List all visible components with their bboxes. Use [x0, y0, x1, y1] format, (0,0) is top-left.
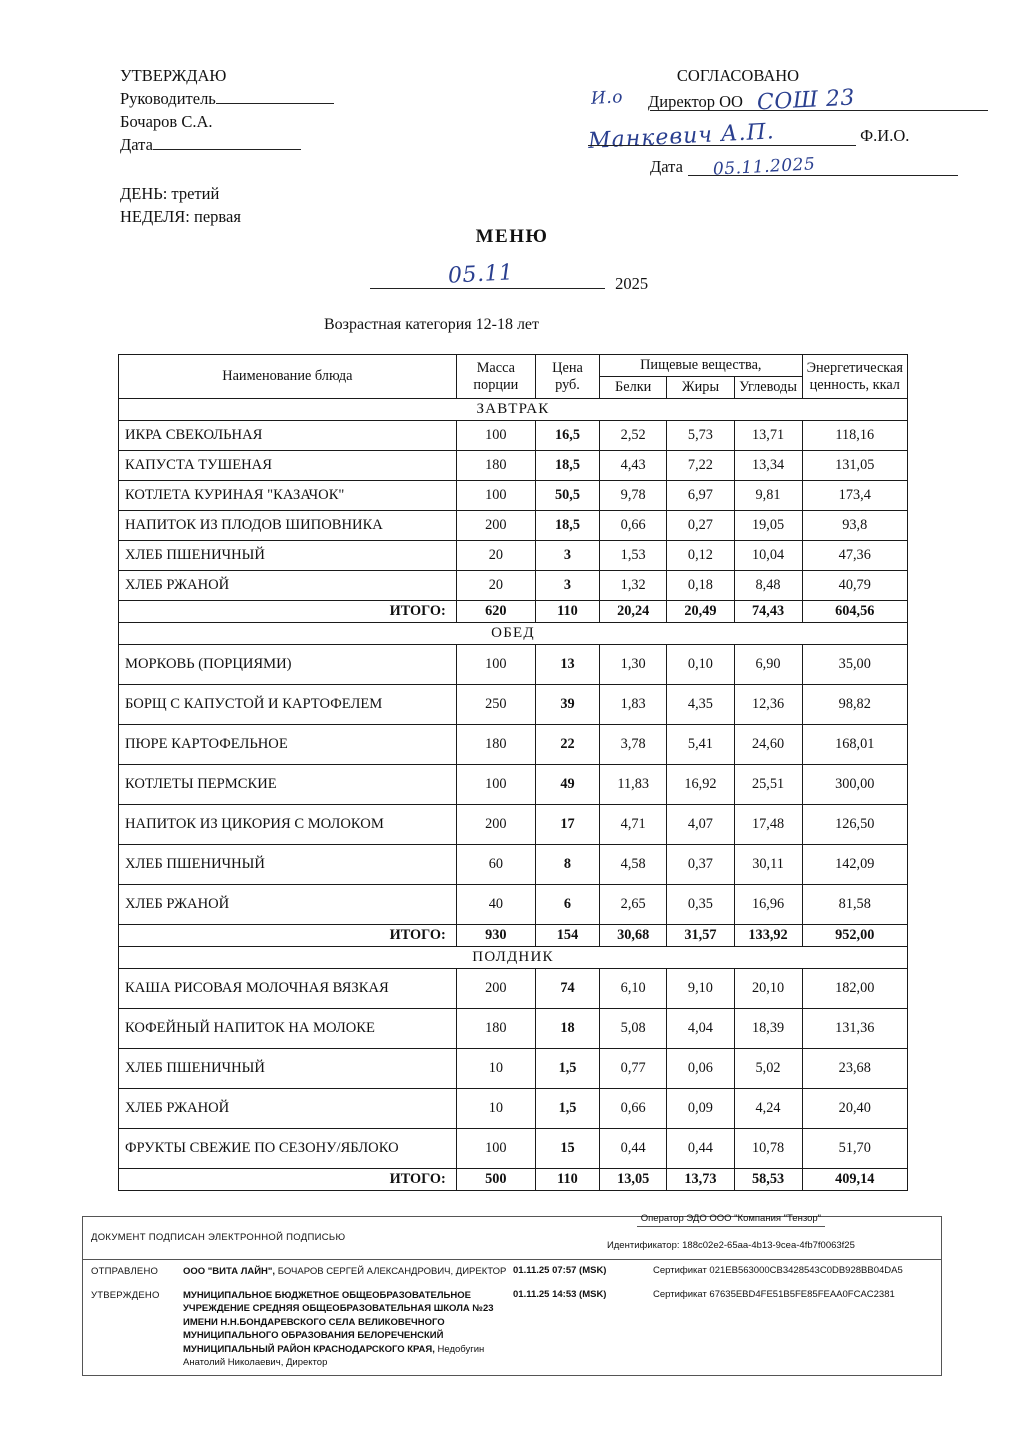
footer-operator-block [529, 1213, 933, 1253]
dish-name: НАПИТОК ИЗ ПЛОДОВ ШИПОВНИКА [119, 511, 457, 541]
dish-fats: 0,18 [667, 571, 734, 601]
dish-energy: 142,09 [802, 845, 907, 885]
total-label: ИТОГО: [119, 601, 457, 623]
operator-name: Оператор ЭДО ООО "Компания "Тензор" [637, 1211, 825, 1227]
dish-name: БОРЩ С КАПУСТОЙ И КАРТОФЕЛЕМ [119, 685, 457, 725]
dish-proteins: 4,43 [600, 451, 667, 481]
dish-fats: 5,73 [667, 421, 734, 451]
dish-name: ХЛЕБ РЖАНОЙ [119, 571, 457, 601]
col-price: Цена руб. [535, 355, 599, 399]
dish-price: 17 [535, 805, 599, 845]
dish-proteins: 4,71 [600, 805, 667, 845]
dish-name: ИКРА СВЕКОЛЬНАЯ [119, 421, 457, 451]
dish-mass: 60 [456, 845, 535, 885]
dish-mass: 180 [456, 725, 535, 765]
operator-identifier: Идентификатор: 188c02e2-65aa-4b13-9cea-4fb7f0063f25 [606, 1240, 855, 1251]
table-row [119, 571, 908, 601]
signature-org: ООО "ВИТА ЛАЙН", БОЧАРОВ СЕРГЕЙ АЛЕКСАНДРОВИЧ, ДИРЕКТОР [183, 1266, 507, 1277]
section-title: ОБЕД [119, 623, 908, 645]
dish-fats: 0,09 [667, 1089, 734, 1129]
page-title: МЕНЮ [475, 226, 549, 247]
approve-role-row [120, 87, 334, 110]
dish-mass: 20 [456, 571, 535, 601]
dish-price: 49 [535, 765, 599, 805]
dish-carbs: 10,04 [734, 541, 802, 571]
dish-proteins: 11,83 [600, 765, 667, 805]
dish-energy: 300,00 [802, 765, 907, 805]
week-label: НЕДЕЛЯ: первая [120, 207, 241, 226]
total-mass: 620 [456, 601, 535, 623]
dish-name: КОТЛЕТА КУРИНАЯ "КАЗАЧОК" [119, 481, 457, 511]
dish-name: МОРКОВЬ (ПОРЦИЯМИ) [119, 645, 457, 685]
dish-proteins: 4,58 [600, 845, 667, 885]
table-row [119, 1049, 908, 1089]
dish-price: 3 [535, 571, 599, 601]
dish-mass: 200 [456, 805, 535, 845]
signature-status: УТВЕРЖДЕНО [91, 1289, 160, 1301]
menu-date-line [370, 260, 670, 294]
dish-mass: 100 [456, 1129, 535, 1169]
dish-fats: 7,22 [667, 451, 734, 481]
dish-price: 18,5 [535, 511, 599, 541]
table-row [119, 805, 908, 845]
table-row [119, 421, 908, 451]
dish-fats: 5,41 [667, 725, 734, 765]
dish-price: 74 [535, 969, 599, 1009]
dish-mass: 100 [456, 481, 535, 511]
total-energy: 604,56 [802, 601, 907, 623]
dish-proteins: 0,77 [600, 1049, 667, 1089]
dish-proteins: 0,66 [600, 1089, 667, 1129]
approve-role-underline [216, 89, 334, 104]
total-energy: 409,14 [802, 1169, 907, 1191]
signature-certificate: Сертификат 67635EBD4FE51B5FE85FEAA0FCAC2381 [653, 1288, 895, 1300]
dish-fats: 6,97 [667, 481, 734, 511]
table-header [119, 355, 908, 399]
dish-price: 39 [535, 685, 599, 725]
dish-energy: 173,4 [802, 481, 907, 511]
dish-proteins: 1,30 [600, 645, 667, 685]
dish-proteins: 5,08 [600, 1009, 667, 1049]
dish-carbs: 16,96 [734, 885, 802, 925]
dish-name: КАША РИСОВАЯ МОЛОЧНАЯ ВЯЗКАЯ [119, 969, 457, 1009]
total-row [119, 1169, 908, 1191]
section-header-row [119, 947, 908, 969]
dish-energy: 40,79 [802, 571, 907, 601]
dish-fats: 0,44 [667, 1129, 734, 1169]
dish-price: 50,5 [535, 481, 599, 511]
agreement-block [588, 64, 968, 179]
approve-date-label: Дата [120, 135, 153, 154]
dish-price: 18 [535, 1009, 599, 1049]
dish-proteins: 2,52 [600, 421, 667, 451]
table-row [119, 765, 908, 805]
agreed-signature-handwriting: Манкевич А.П. [587, 119, 776, 154]
dish-name: ХЛЕБ ПШЕНИЧНЫЙ [119, 541, 457, 571]
signature-status: ОТПРАВЛЕНО [91, 1266, 159, 1277]
dish-mass: 180 [456, 451, 535, 481]
total-proteins: 13,05 [600, 1169, 667, 1191]
dish-fats: 4,35 [667, 685, 734, 725]
dish-mass: 10 [456, 1089, 535, 1129]
col-nutrients: Пищевые вещества, [600, 355, 802, 377]
table-row [119, 481, 908, 511]
dish-name: НАПИТОК ИЗ ЦИКОРИЯ С МОЛОКОМ [119, 805, 457, 845]
total-proteins: 30,68 [600, 925, 667, 947]
agreed-fio-label: Ф.И.О. [860, 126, 910, 145]
dish-fats: 16,92 [667, 765, 734, 805]
agreed-date-row [588, 155, 968, 179]
section-header-row [119, 623, 908, 645]
table-row [119, 541, 908, 571]
dish-name: ХЛЕБ РЖАНОЙ [119, 885, 457, 925]
agreed-date-handwriting: 05.11.2025 [712, 154, 816, 180]
agreed-date-underline [688, 175, 958, 176]
dish-proteins: 6,10 [600, 969, 667, 1009]
total-carbs: 74,43 [734, 601, 802, 623]
total-mass: 930 [456, 925, 535, 947]
approve-date-underline [153, 135, 301, 150]
agreed-director-row [588, 85, 968, 116]
agreed-role-prefix-handwriting: И.о [590, 87, 624, 109]
footer-signature-rows [83, 1260, 941, 1375]
day-label: ДЕНЬ: третий [120, 184, 220, 203]
dish-energy: 93,8 [802, 511, 907, 541]
total-mass: 500 [456, 1169, 535, 1191]
dish-price: 1,5 [535, 1049, 599, 1089]
col-proteins: Белки [600, 377, 667, 399]
menu-table [118, 354, 908, 1191]
dish-energy: 23,68 [802, 1049, 907, 1089]
total-energy: 952,00 [802, 925, 907, 947]
dish-mass: 100 [456, 645, 535, 685]
dish-carbs: 18,39 [734, 1009, 802, 1049]
total-row [119, 925, 908, 947]
dish-proteins: 1,83 [600, 685, 667, 725]
electronic-signature-footer [82, 1213, 942, 1376]
dish-fats: 0,10 [667, 645, 734, 685]
table-row [119, 1009, 908, 1049]
dish-proteins: 9,78 [600, 481, 667, 511]
dish-fats: 0,27 [667, 511, 734, 541]
dish-carbs: 4,24 [734, 1089, 802, 1129]
menu-date-underline [370, 260, 605, 289]
dish-mass: 200 [456, 969, 535, 1009]
dish-mass: 100 [456, 765, 535, 805]
dish-proteins: 1,53 [600, 541, 667, 571]
dish-proteins: 3,78 [600, 725, 667, 765]
dish-fats: 0,06 [667, 1049, 734, 1089]
total-price: 154 [535, 925, 599, 947]
dish-name: ФРУКТЫ СВЕЖИЕ ПО СЕЗОНУ/ЯБЛОКО [119, 1129, 457, 1169]
signed-label: ДОКУМЕНТ ПОДПИСАН ЭЛЕКТРОННОЙ ПОДПИСЬЮ [91, 1232, 346, 1243]
dish-fats: 9,10 [667, 969, 734, 1009]
dish-price: 6 [535, 885, 599, 925]
agreed-org-underline [650, 110, 988, 111]
dish-mass: 200 [456, 511, 535, 541]
col-fats: Жиры [667, 377, 734, 399]
dish-energy: 126,50 [802, 805, 907, 845]
signature-row [83, 1260, 941, 1284]
dish-mass: 180 [456, 1009, 535, 1049]
dish-name: КАПУСТА ТУШЕНАЯ [119, 451, 457, 481]
table-row [119, 885, 908, 925]
dish-carbs: 20,10 [734, 969, 802, 1009]
total-label: ИТОГО: [119, 925, 457, 947]
total-carbs: 133,92 [734, 925, 802, 947]
total-proteins: 20,24 [600, 601, 667, 623]
approve-role-label: Руководитель [120, 89, 216, 108]
approve-date-row [120, 133, 334, 156]
dish-fats: 0,35 [667, 885, 734, 925]
total-price: 110 [535, 1169, 599, 1191]
dish-energy: 118,16 [802, 421, 907, 451]
dish-fats: 4,04 [667, 1009, 734, 1049]
total-fats: 31,57 [667, 925, 734, 947]
dish-name: ПЮРЕ КАРТОФЕЛЬНОЕ [119, 725, 457, 765]
table-row [119, 725, 908, 765]
dish-mass: 40 [456, 885, 535, 925]
dish-carbs: 8,48 [734, 571, 802, 601]
signature-org: МУНИЦИПАЛЬНОЕ БЮДЖЕТНОЕ ОБЩЕОБРАЗОВАТЕЛЬНОЕ УЧРЕЖДЕНИЕ СРЕДНЯЯ ОБЩЕОБРАЗОВАТЕЛЬНАЯ ШКОЛА №23 ИМЕНИ Н.Н.БОНДАРЕВСКОГО СЕЛА ВЕЛИКОВЕЧНОГО МУНИЦИПАЛЬНОГО ОБРАЗОВАНИЯ БЕЛОРЕЧЕНСКИЙ МУНИЦИПАЛЬНЫЙ РАЙОН КРАСНОДАРСКОГО КРАЯ, Недобугин Анатолий Николаевич, Директор [183, 1289, 494, 1368]
approve-name: Бочаров С.А. [120, 112, 213, 131]
dish-name: КОТЛЕТЫ ПЕРМСКИЕ [119, 765, 457, 805]
agreed-org-handwriting: СОШ 23 [756, 85, 856, 116]
table-row [119, 1129, 908, 1169]
dish-energy: 51,70 [802, 1129, 907, 1169]
dish-carbs: 30,11 [734, 845, 802, 885]
dish-mass: 250 [456, 685, 535, 725]
dish-energy: 35,00 [802, 645, 907, 685]
dish-mass: 20 [456, 541, 535, 571]
approve-title: УТВЕРЖДАЮ [120, 66, 227, 85]
dish-fats: 0,37 [667, 845, 734, 885]
agreed-date-label: Дата [650, 157, 683, 176]
dish-carbs: 9,81 [734, 481, 802, 511]
dish-fats: 0,12 [667, 541, 734, 571]
dish-energy: 20,40 [802, 1089, 907, 1129]
section-title: ПОЛДНИК [119, 947, 908, 969]
dish-carbs: 6,90 [734, 645, 802, 685]
dish-carbs: 24,60 [734, 725, 802, 765]
agreed-signature-underline [588, 145, 856, 146]
dish-name: ХЛЕБ РЖАНОЙ [119, 1089, 457, 1129]
table-body [119, 399, 908, 1191]
table-row [119, 1089, 908, 1129]
dish-carbs: 17,48 [734, 805, 802, 845]
dish-carbs: 13,34 [734, 451, 802, 481]
dish-energy: 81,58 [802, 885, 907, 925]
signature-row [83, 1284, 941, 1375]
signature-date: 01.11.25 14:53 (MSK) [513, 1288, 607, 1300]
dish-price: 15 [535, 1129, 599, 1169]
dish-mass: 10 [456, 1049, 535, 1089]
menu-year: 2025 [615, 274, 649, 293]
dish-price: 3 [535, 541, 599, 571]
age-category: Возрастная категория 12-18 лет [324, 316, 540, 333]
dish-carbs: 25,51 [734, 765, 802, 805]
table-row [119, 969, 908, 1009]
dish-price: 18,5 [535, 451, 599, 481]
dish-name: ХЛЕБ ПШЕНИЧНЫЙ [119, 845, 457, 885]
section-title: ЗАВТРАК [119, 399, 908, 421]
dish-carbs: 10,78 [734, 1129, 802, 1169]
dish-energy: 47,36 [802, 541, 907, 571]
dish-energy: 131,36 [802, 1009, 907, 1049]
agreed-title: СОГЛАСОВАНО [676, 66, 800, 85]
dish-name: КОФЕЙНЫЙ НАПИТОК НА МОЛОКЕ [119, 1009, 457, 1049]
agreed-signature-row [587, 119, 968, 154]
dish-carbs: 12,36 [734, 685, 802, 725]
table-row [119, 845, 908, 885]
signature-date: 01.11.25 07:57 (MSK) [513, 1265, 607, 1276]
footer-top [83, 1213, 941, 1260]
table-row [119, 451, 908, 481]
day-week-block [120, 182, 241, 228]
col-mass: Масса порции [456, 355, 535, 399]
dish-carbs: 19,05 [734, 511, 802, 541]
dish-price: 22 [535, 725, 599, 765]
total-row [119, 601, 908, 623]
section-header-row [119, 399, 908, 421]
total-fats: 20,49 [667, 601, 734, 623]
dish-energy: 131,05 [802, 451, 907, 481]
dish-price: 13 [535, 645, 599, 685]
dish-proteins: 0,44 [600, 1129, 667, 1169]
col-energy: Энергетическая ценность, ккал [802, 355, 907, 399]
col-name: Наименование блюда [119, 355, 457, 399]
dish-price: 1,5 [535, 1089, 599, 1129]
dish-proteins: 0,66 [600, 511, 667, 541]
table-row [119, 685, 908, 725]
menu-date-handwriting: 05.11 [447, 260, 515, 289]
table-row [119, 645, 908, 685]
dish-price: 8 [535, 845, 599, 885]
total-carbs: 58,53 [734, 1169, 802, 1191]
total-label: ИТОГО: [119, 1169, 457, 1191]
col-carbs: Углеводы [734, 377, 802, 399]
dish-energy: 182,00 [802, 969, 907, 1009]
dish-energy: 98,82 [802, 685, 907, 725]
dish-price: 16,5 [535, 421, 599, 451]
signature-certificate: Сертификат 021EB563000CB3428543C0DB928BB04DA5 [653, 1265, 903, 1276]
dish-name: ХЛЕБ ПШЕНИЧНЫЙ [119, 1049, 457, 1089]
total-price: 110 [535, 601, 599, 623]
dish-mass: 100 [456, 421, 535, 451]
dish-proteins: 2,65 [600, 885, 667, 925]
dish-carbs: 13,71 [734, 421, 802, 451]
dish-energy: 168,01 [802, 725, 907, 765]
dish-carbs: 5,02 [734, 1049, 802, 1089]
agreed-role-label: Директор ОО [648, 92, 743, 111]
table-row [119, 511, 908, 541]
dish-proteins: 1,32 [600, 571, 667, 601]
dish-fats: 4,07 [667, 805, 734, 845]
total-fats: 13,73 [667, 1169, 734, 1191]
approval-block [120, 64, 334, 156]
